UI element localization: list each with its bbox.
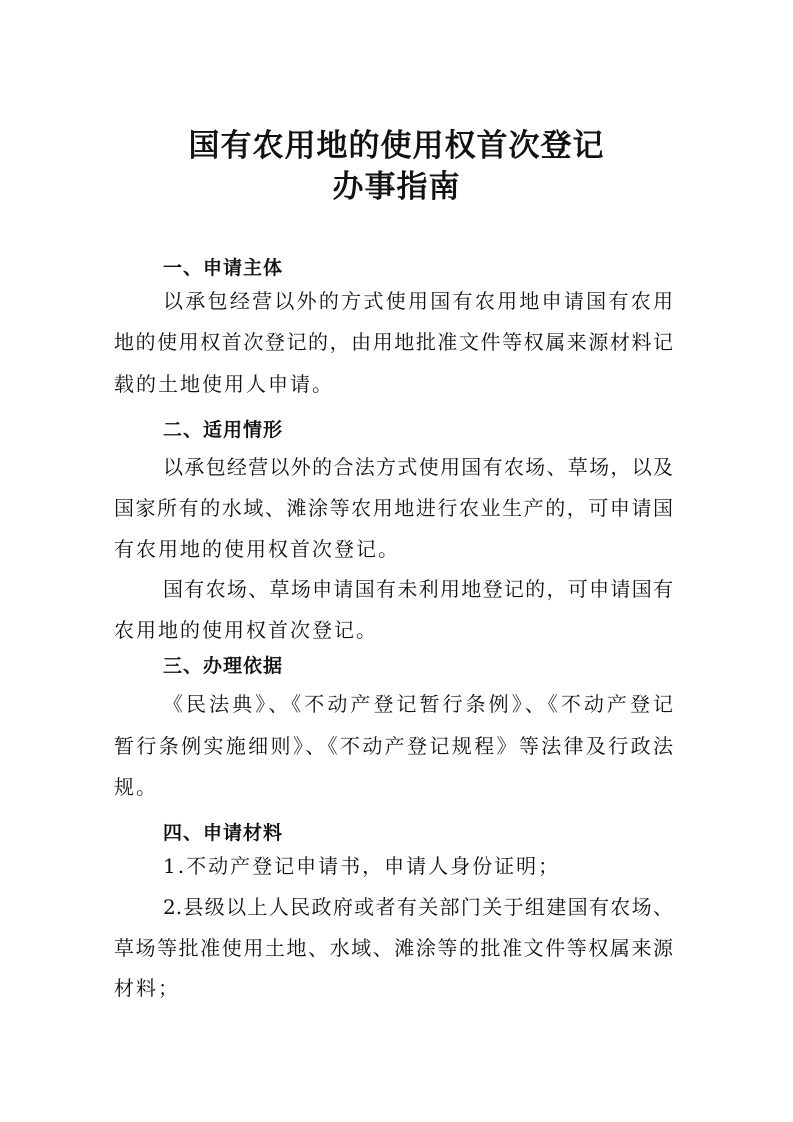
- paragraph-line: 材料；: [114, 976, 180, 1000]
- section-heading-applicant: 一、申请主体: [163, 257, 284, 279]
- paragraph-line: 地的使用权首次登记的，由用地批准文件等权属来源材料记: [114, 330, 673, 354]
- paragraph-line: 暂行条例实施细则》、《不动产登记规程》等法律及行政法: [114, 734, 673, 758]
- list-item: 2.县级以上人民政府或者有关部门关于组建国有农场、: [163, 895, 673, 919]
- paragraph-line: 草场等批准使用土地、水域、滩涂等的批准文件等权属来源: [114, 936, 673, 960]
- list-item: 1.不动产登记申请书，申请人身份证明；: [163, 854, 561, 878]
- paragraph-line: 《民法典》、《不动产登记暂行条例》、《不动产登记: [163, 692, 673, 716]
- paragraph-line: 载的土地使用人申请。: [114, 372, 334, 396]
- paragraph-line: 有农用地的使用权首次登记。: [114, 537, 400, 561]
- paragraph-line: 国家所有的水域、滩涂等农用地进行农业生产的，可申请国: [114, 496, 673, 520]
- section-heading-materials: 四、申请材料: [163, 822, 284, 844]
- paragraph-line: 以承包经营以外的方式使用国有农用地申请国有农用: [163, 289, 673, 313]
- document-title: 国有农用地的使用权首次登记: [188, 128, 605, 164]
- paragraph-line: 规。: [114, 775, 158, 799]
- document-subtitle: 办事指南: [332, 169, 461, 205]
- paragraph-line: 农用地的使用权首次登记。: [114, 618, 378, 642]
- section-heading-applicable-cases: 二、适用情形: [163, 419, 284, 441]
- paragraph-line: 国有农场、草场申请国有未利用地登记的，可申请国有: [163, 577, 673, 601]
- section-heading-legal-basis: 三、办理依据: [163, 655, 284, 677]
- paragraph-line: 以承包经营以外的合法方式使用国有农场、草场，以及: [163, 455, 673, 479]
